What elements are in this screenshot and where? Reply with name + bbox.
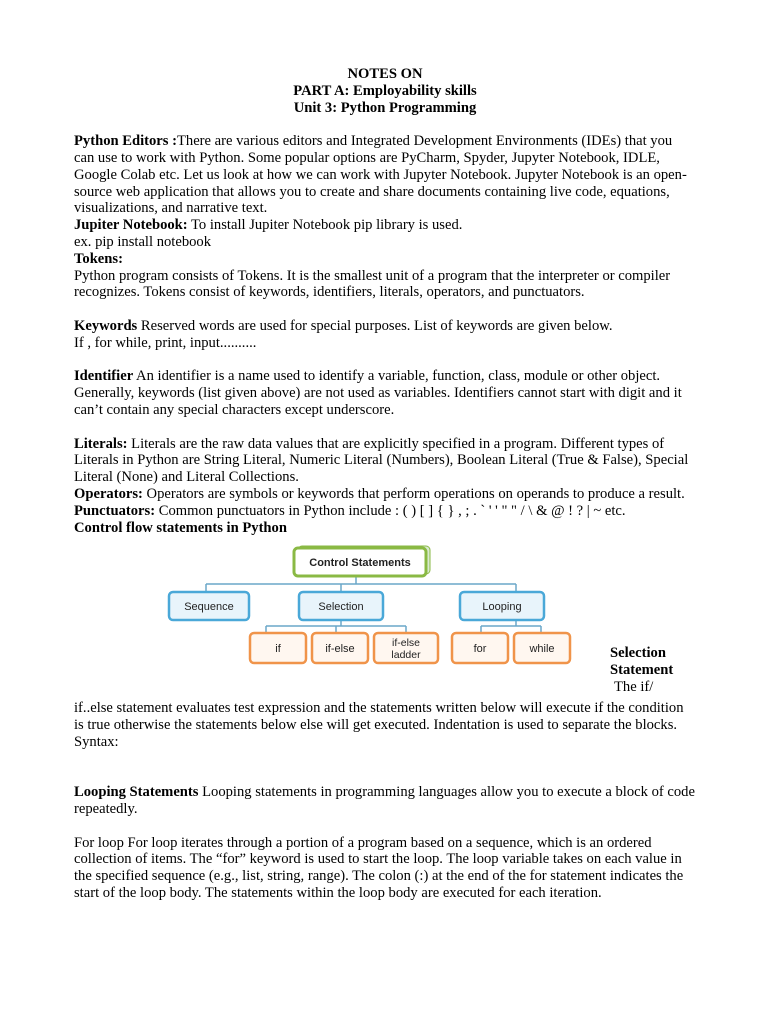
document-page: [74, 66, 696, 902]
for-loop-paragraph: For loop For loop iterates through a portion of a program based on a sequence, which is an ordered collection of items. The “for” keyword is used to start the loop. The loop variable takes on each value in the specified sequence (e.g., list, string, range). The colon (:) at the end of the for statement indicates the start of the loop body. The statements within the loop body are executed for each iteration.: [74, 834, 684, 902]
jupiter-paragraph: [74, 217, 696, 234]
leaf-label-for: for: [473, 643, 487, 656]
literals-label: Literals:: [74, 435, 128, 452]
control-flow-label: Control flow statements in Python: [74, 519, 287, 536]
selection-text-rest: if..else statement evaluates test expression and the statements written below will execute if the condition is true otherwise the statements below else will get executed. Indentation is used to separate the blocks. Syntax:: [74, 700, 684, 750]
selection-text-start: The if/: [614, 678, 654, 695]
keywords-label: Keywords: [74, 317, 138, 334]
ladder-line-2: ladder: [391, 649, 421, 662]
operators-paragraph: [74, 486, 696, 503]
jupiter-example: ex. pip install notebook: [74, 233, 212, 250]
leaf-label-if: if: [275, 643, 281, 656]
punctuators-paragraph: [74, 503, 696, 520]
jupiter-text: To install Jupiter Notebook pip library is used.: [187, 217, 463, 234]
identifier-label: Identifier: [74, 368, 134, 385]
tokens-text: Python program consists of Tokens. It is the smallest unit of a program that the interpreter or compiler recognizes. Tokens consist of keywords, identifiers, literals, operators, and punctuators.: [74, 267, 671, 301]
control-statements-diagram: [166, 542, 586, 692]
tokens-label: Tokens:: [74, 250, 123, 267]
editors-text: There are various editors and Integrated Development Environments (IDEs) that you can use to work with Python. Some popular options are PyCharm, Spyder, Jupyter Notebook, IDLE, Google Colab etc. Let us look at how we can work with Jupyter Notebook. Jupyter Notebook is an open-source web application that allows you to create and share documents containing live code, equations, visualizations, and narrative text.: [74, 133, 687, 217]
editors-label: Python Editors :: [74, 133, 177, 150]
control-flow-heading: [74, 520, 696, 537]
literals-text: Literals are the raw data values that are explicitly specified in a program. Different types of Literals in Python are String Literal, Numeric Literal (Numbers), Boolean Literal (True & False), Special Literal (None) and Literal Collections.: [74, 435, 689, 486]
selection-side-text: [610, 645, 710, 695]
keywords-list: If , for while, print, input..........: [74, 334, 257, 351]
looping-label: Looping Statements: [74, 784, 199, 801]
identifier-text: An identifier is a name used to identify a variable, function, class, module or other object. Generally, keywords (list given above) are not used as variables. Identifiers cannot start with digit and it can’t contain any special characters except underscore.: [74, 368, 682, 418]
identifier-paragraph: [74, 368, 696, 418]
looping-paragraph: [74, 784, 696, 818]
diagram-row: [74, 542, 696, 712]
leaf-label-while: while: [529, 643, 555, 656]
leaf-label-if-else-ladder: [391, 637, 421, 661]
operators-text: Operators are symbols or keywords that perform operations on operands to produce a result.: [142, 485, 685, 502]
keywords-paragraph: [74, 318, 696, 335]
leaf-node-if: [250, 633, 306, 663]
jupiter-label: Jupiter Notebook:: [74, 217, 188, 234]
selection-heading-1: Selection: [610, 645, 666, 662]
branch-node-looping: [460, 592, 544, 620]
branch-label-selection: Selection: [318, 601, 364, 614]
leaf-node-for: [452, 633, 508, 663]
branch-label-sequence: Sequence: [184, 601, 234, 614]
title-line-2: PART A: Employability skills: [293, 82, 477, 99]
branch-node-selection: [299, 592, 383, 620]
keywords-text: Reserved words are used for special purposes. List of keywords are given below.: [137, 317, 613, 334]
branch-node-sequence: [169, 592, 249, 620]
leaf-node-if-else: [312, 633, 368, 663]
root-node: [294, 546, 430, 576]
punctuators-label: Punctuators:: [74, 502, 156, 519]
operators-label: Operators:: [74, 485, 143, 502]
literals-paragraph: [74, 436, 696, 486]
title-line-1: NOTES ON: [347, 66, 423, 82]
root-label: Control Statements: [309, 557, 411, 570]
ladder-line-1: if-else: [391, 637, 421, 650]
leaf-node-while: [514, 633, 570, 663]
selection-heading-2: Statement: [610, 662, 674, 679]
punctuators-text: Common punctuators in Python include : ( ) [ ] { } , ; . ` ' ' " " / \ & @ ! ? | ~ etc.: [155, 502, 626, 519]
editors-paragraph: [74, 133, 696, 217]
looping-text: Looping statements in programming languages allow you to execute a block of code repeatedly.: [74, 784, 695, 818]
leaf-node-if-else-ladder: [374, 633, 438, 663]
branch-label-looping: Looping: [482, 601, 522, 614]
tokens-heading: [74, 251, 696, 268]
title-line-3: Unit 3: Python Programming: [293, 99, 477, 116]
leaf-label-if-else: if-else: [325, 643, 355, 656]
